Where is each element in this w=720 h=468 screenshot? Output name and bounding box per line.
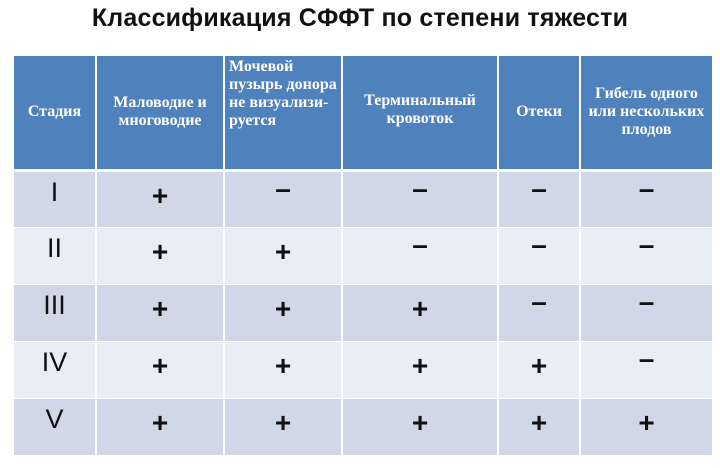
mark-cell-edema: + <box>498 398 580 455</box>
stage-cell: III <box>14 284 96 341</box>
header-row <box>14 56 712 170</box>
mark-cell-oligo-poly: + <box>96 170 224 227</box>
mark-cell-terminal-flow: – <box>342 227 498 284</box>
mark-cell-oligo-poly: + <box>96 398 224 455</box>
header-bladder: Мочевой пузырь донора не визуализи-руется <box>224 56 342 170</box>
mark-cell-terminal-flow: + <box>342 341 498 398</box>
mark-cell-oligo-poly: + <box>96 284 224 341</box>
header-fetal-death: Гибель одного или нескольких плодов <box>580 56 712 170</box>
stage-cell: I <box>14 170 96 227</box>
severity-table <box>14 56 712 456</box>
mark-cell-terminal-flow: – <box>342 170 498 227</box>
mark-cell-fetal-death: + <box>580 398 712 455</box>
mark-cell-terminal-flow: + <box>342 284 498 341</box>
mark-cell-terminal-flow: + <box>342 398 498 455</box>
mark-cell-oligo-poly: + <box>96 227 224 284</box>
mark-cell-edema: – <box>498 227 580 284</box>
mark-cell-bladder: + <box>224 284 342 341</box>
header-oligo-poly: Маловодие и многоводие <box>96 56 224 170</box>
mark-cell-fetal-death: – <box>580 341 712 398</box>
mark-cell-fetal-death: – <box>580 284 712 341</box>
stage-cell: V <box>14 398 96 455</box>
mark-cell-oligo-poly: + <box>96 341 224 398</box>
mark-cell-edema: – <box>498 170 580 227</box>
header-terminal-flow: Терминальный кровоток <box>342 56 498 170</box>
table-row <box>14 170 712 227</box>
mark-cell-fetal-death: – <box>580 227 712 284</box>
mark-cell-bladder: + <box>224 398 342 455</box>
table-row <box>14 398 712 455</box>
stage-cell: II <box>14 227 96 284</box>
mark-cell-bladder: + <box>224 341 342 398</box>
header-edema: Отеки <box>498 56 580 170</box>
table-row <box>14 341 712 398</box>
stage-cell: IV <box>14 341 96 398</box>
mark-cell-fetal-death: – <box>580 170 712 227</box>
page-title: Классификация СФФТ по степени тяжести <box>91 4 629 32</box>
table-row <box>14 284 712 341</box>
mark-cell-bladder: + <box>224 227 342 284</box>
mark-cell-edema: + <box>498 341 580 398</box>
mark-cell-edema: – <box>498 284 580 341</box>
mark-cell-bladder: – <box>224 170 342 227</box>
table-row <box>14 227 712 284</box>
header-stage: Стадия <box>14 56 96 170</box>
